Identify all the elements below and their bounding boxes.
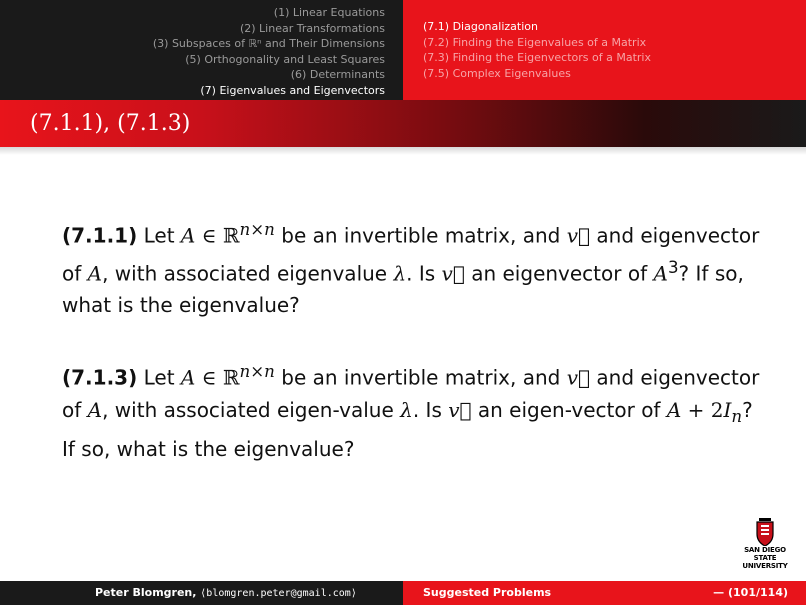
math-vector: v⃗ xyxy=(441,261,465,286)
footer-title: Suggested Problems xyxy=(423,586,552,599)
sdsu-shield-icon xyxy=(756,518,774,546)
section-nav xyxy=(0,0,403,100)
header-bar xyxy=(0,0,806,100)
math-lambda: λ xyxy=(393,261,407,286)
math-var: A xyxy=(666,397,682,422)
problem-text: and eigenvector of xyxy=(62,223,760,286)
math-sup: 3 xyxy=(667,257,679,277)
math-set: ∈ ℝ xyxy=(195,365,240,390)
section-link-6[interactable]: (6) Determinants xyxy=(290,68,385,81)
frame-title: (7.1.1), (7.1.3) xyxy=(30,111,191,136)
problem-7-1-1 xyxy=(62,214,762,321)
math-vector: v⃗ xyxy=(566,223,591,248)
problem-text: be an invertible matrix, and xyxy=(274,223,567,248)
section-link-2[interactable]: (2) Linear Transformations xyxy=(239,21,385,35)
problem-text: ? If so, what is the eigenvalue? xyxy=(62,261,744,318)
subsection-link-7-1[interactable]: (7.1) Diagonalization xyxy=(423,20,538,33)
problem-text: Let xyxy=(137,365,181,390)
problem-number: (7.1.1) xyxy=(62,223,138,248)
problem-text: an eigenvector of xyxy=(464,261,654,286)
math-var: A xyxy=(653,261,668,286)
problem-text: and eigenvector of xyxy=(62,365,760,422)
problem-7-1-3 xyxy=(62,356,762,465)
math-var: A xyxy=(180,365,196,390)
math-lambda: λ xyxy=(400,397,413,422)
subsection-link-7-2[interactable]: (7.2) Finding the Eigenvalues of a Matrix xyxy=(423,35,647,49)
university-logo xyxy=(736,518,794,576)
problem-text: , with associated eigen-value xyxy=(102,397,401,422)
math-op: + 2 xyxy=(681,397,724,422)
frame-title-bar xyxy=(0,100,806,147)
footer-bar xyxy=(0,581,806,605)
title-shadow xyxy=(0,147,806,155)
author-name: Peter Blomgren, xyxy=(95,586,201,599)
math-sup: n×n xyxy=(239,220,275,239)
page-number: — (101/114) xyxy=(713,586,788,599)
math-sup: n×n xyxy=(239,362,275,381)
logo-line-1: SAN DIEGO STATE xyxy=(744,546,786,562)
problem-text: ? If so, what is the eigenvalue? xyxy=(62,397,753,461)
logo-line-2: UNIVERSITY xyxy=(742,562,788,570)
math-var: I xyxy=(723,397,732,422)
section-link-3[interactable]: (3) Subspaces of ℝⁿ and Their Dimensions xyxy=(152,37,385,50)
section-link-7[interactable]: (7) Eigenvalues and Eigenvectors xyxy=(200,83,385,97)
footer-info xyxy=(403,581,806,605)
math-set: ∈ ℝ xyxy=(195,223,240,248)
math-vector: v⃗ xyxy=(566,365,591,390)
footer-author xyxy=(0,581,403,605)
math-var: A xyxy=(87,261,103,286)
problem-number: (7.1.3) xyxy=(62,365,138,390)
problem-text: Let xyxy=(137,223,181,248)
subsection-link-7-5[interactable]: (7.5) Complex Eigenvalues xyxy=(423,66,571,80)
section-link-5[interactable]: (5) Orthogonality and Least Squares xyxy=(185,52,385,66)
subsection-link-7-3[interactable]: (7.3) Finding the Eigenvectors of a Matrix xyxy=(423,51,651,64)
math-vector: v⃗ xyxy=(448,397,472,422)
author-email[interactable]: ⟨blomgren.peter@gmail.com⟩ xyxy=(200,588,357,599)
section-link-1[interactable]: (1) Linear Equations xyxy=(273,6,385,19)
problem-text: . Is xyxy=(406,261,442,286)
math-sub: n xyxy=(731,406,743,426)
math-var: A xyxy=(180,223,196,248)
problem-text: be an invertible matrix, and xyxy=(274,365,567,390)
subsection-nav xyxy=(403,0,806,100)
math-var: A xyxy=(87,397,103,422)
problem-text: , with associated eigenvalue xyxy=(102,261,394,286)
problem-text: an eigen-vector of xyxy=(471,397,667,422)
problem-text: . Is xyxy=(412,397,449,422)
